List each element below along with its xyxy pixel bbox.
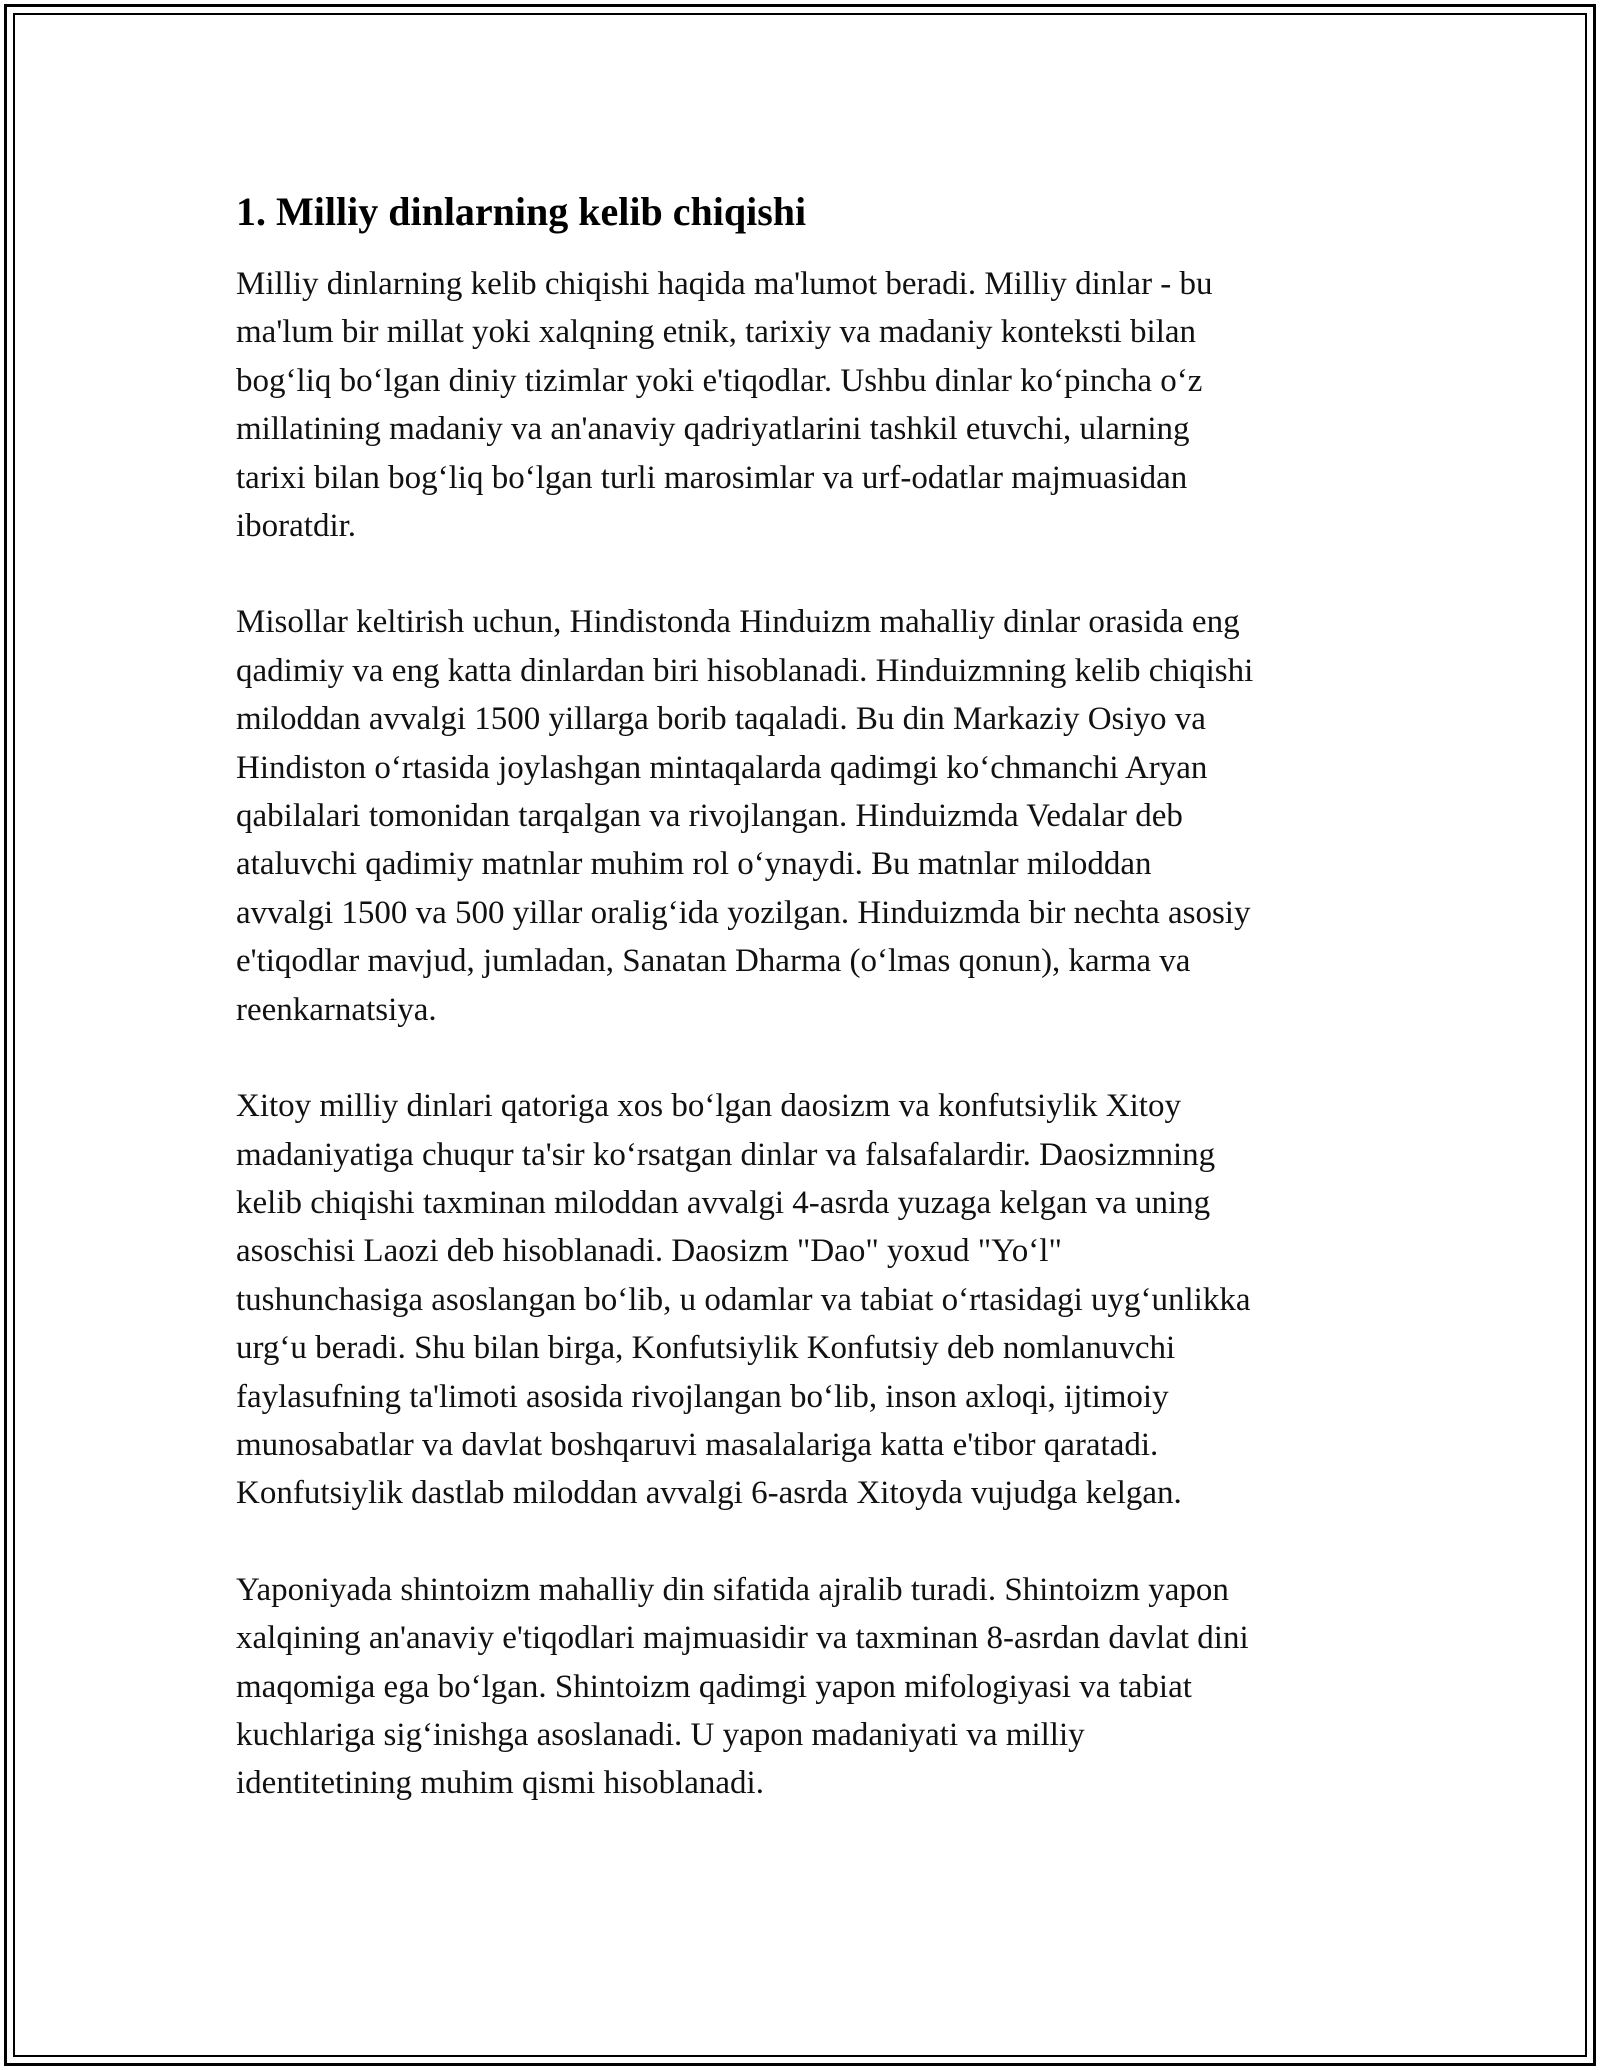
paragraph-national-religions-intro: Milliy dinlarning kelib chiqishi haqida ma'lumot beradi. Milliy dinlar - bu ma'lum bir millat yoki xalqning etnik, tarixiy va madaniy konteksti bilan bog‘liq bo‘lgan diniy tizimlar yoki e'tiqodlar. Ushbu dinlar ko‘pincha o‘z millatining madaniy va an'anaviy qadriyatlarini tashkil etuvchi, ularning tarixi bilan bog‘liq bo‘lgan turli marosimlar va urf-odatlar majmuasidan iboratdir. xyxy=(236,266,1213,545)
paragraph-shintoism: Yaponiyada shintoizm mahalliy din sifatida ajralib turadi. Shintoizm yapon xalqining an'anaviy e'tiqodlari majmuasidir va taxminan 8-asrdan davlat dini maqomiga ega bo‘lgan. Shintoizm qadimgi yapon mifologiyasi va tabiat kuchlariga sig‘inishga asoslanadi. U yapon madaniyati va milliy identitetining muhim qismi hisoblanadi. xyxy=(236,1571,1249,1802)
paragraph-taoism-confucianism: Xitoy milliy dinlari qatoriga xos bo‘lgan daosizm va konfutsiylik Xitoy madaniyatiga chuqur ta'sir ko‘rsatgan dinlar va falsafalardir. Daosizmning kelib chiqishi taxminan miloddan avvalgi 4-asrda yuzaga kelgan va uning asoschisi Laozi deb hisoblanadi. Daosizm "Dao" yoxud "Yo‘l" tushunchasiga asoslangan bo‘lib, u odamlar va tabiat o‘rtasidagi uyg‘unlikka urg‘u beradi. Shu bilan birga, Konfutsiylik Konfutsiy deb nomlanuvchi faylasufning ta'limoti asosida rivojlangan bo‘lib, inson axloqi, ijtimoiy munosabatlar va davlat boshqaruvi masalalariga katta e'tibor qaratadi. Konfutsiylik dastlab miloddan avvalgi 6-asrda Xitoyda vujudga kelgan. xyxy=(236,1088,1251,1512)
paragraph-hinduism: Misollar keltirish uchun, Hindistonda Hinduizm mahalliy dinlar orasida eng qadimiy va eng katta dinlardan biri hisoblanadi. Hinduizmning kelib chiqishi miloddan avvalgi 1500 yillarga borib taqaladi. Bu din Markaziy Osiyo va Hindiston o‘rtasida joylashgan mintaqalarda qadimgi ko‘chmanchi Aryan qabilalari tomonidan tarqalgan va rivojlangan. Hinduizmda Vedalar deb ataluvchi qadimiy matnlar muhim rol o‘ynaydi. Bu matnlar miloddan avvalgi 1500 va 500 yillar oralig‘ida yozilgan. Hinduizmda bir nechta asosiy e'tiqodlar mavjud, jumladan, Sanatan Dharma (o‘lmas qonun), karma va reenkarnatsiya. xyxy=(236,604,1254,1028)
page-title: 1. Milliy dinlarning kelib chiqishi xyxy=(236,189,807,234)
document-body xyxy=(236,188,1386,1856)
